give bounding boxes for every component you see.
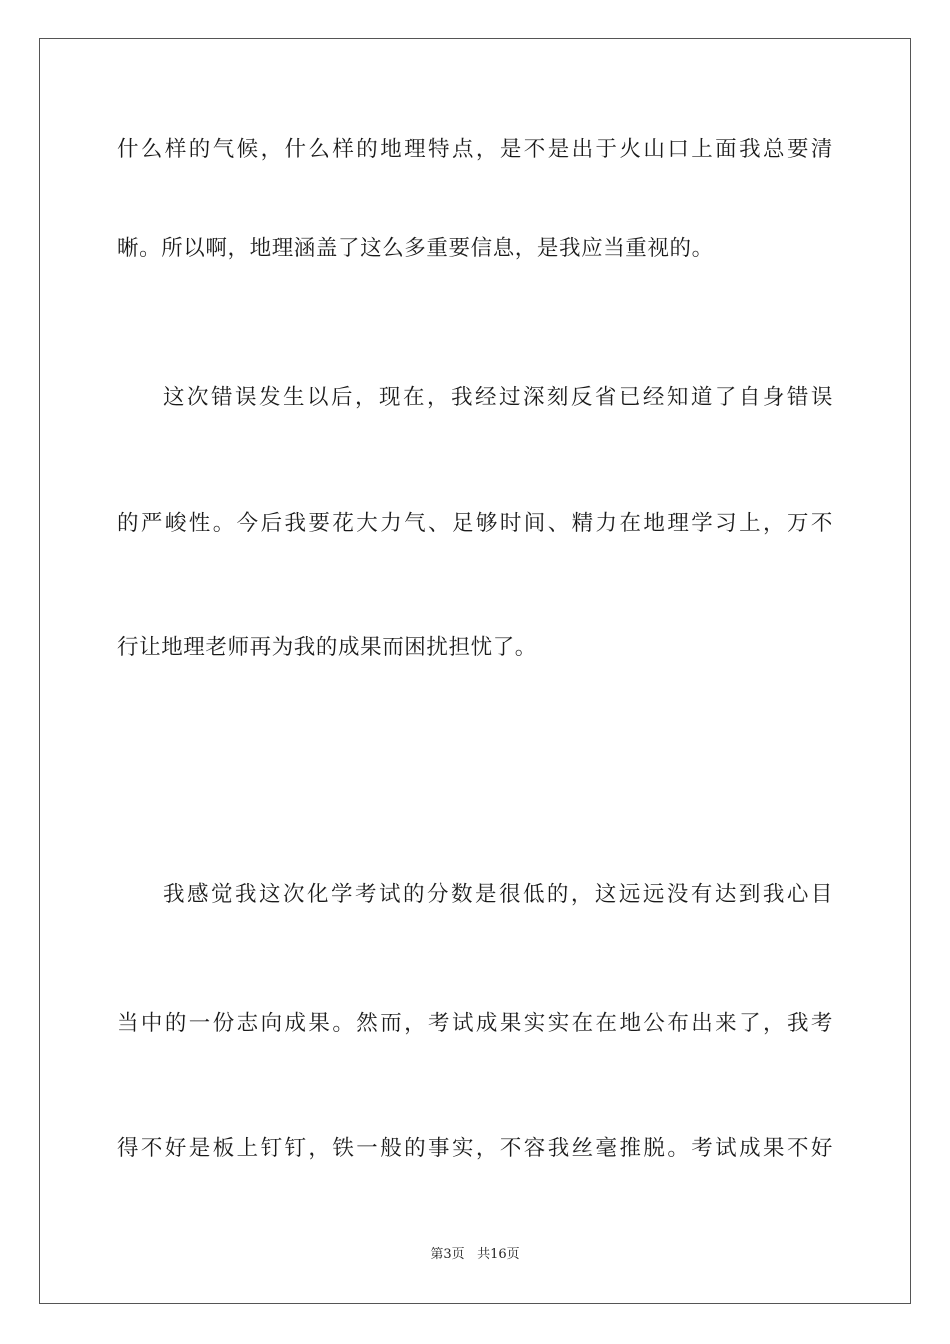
page-number: 第3页 bbox=[430, 1247, 465, 1262]
text-line-4: 的严峻性。今后我要花大力气、足够时间、精力在地理学习上，万不 bbox=[117, 511, 833, 536]
text-line-7: 当中的一份志向成果。然而，考试成果实实在在地公布出来了，我考 bbox=[117, 1011, 833, 1036]
text-line-1: 什么样的气候，什么样的地理特点，是不是出于火山口上面我总要清 bbox=[117, 137, 833, 162]
page-border bbox=[39, 38, 911, 1304]
text-line-2: 晰。所以啊，地理涵盖了这么多重要信息，是我应当重视的。 bbox=[117, 236, 714, 261]
text-line-3: 这次错误发生以后，现在，我经过深刻反省已经知道了自身错误 bbox=[163, 385, 833, 410]
text-line-5: 行让地理老师再为我的成果而困扰担忧了。 bbox=[117, 635, 537, 660]
page-total: 共16页 bbox=[477, 1247, 520, 1262]
text-line-6: 我感觉我这次化学考试的分数是很低的，这远远没有达到我心目 bbox=[163, 882, 833, 907]
page-footer bbox=[0, 1246, 950, 1264]
text-line-8: 得不好是板上钉钉，铁一般的事实，不容我丝毫推脱。考试成果不好 bbox=[117, 1136, 833, 1161]
